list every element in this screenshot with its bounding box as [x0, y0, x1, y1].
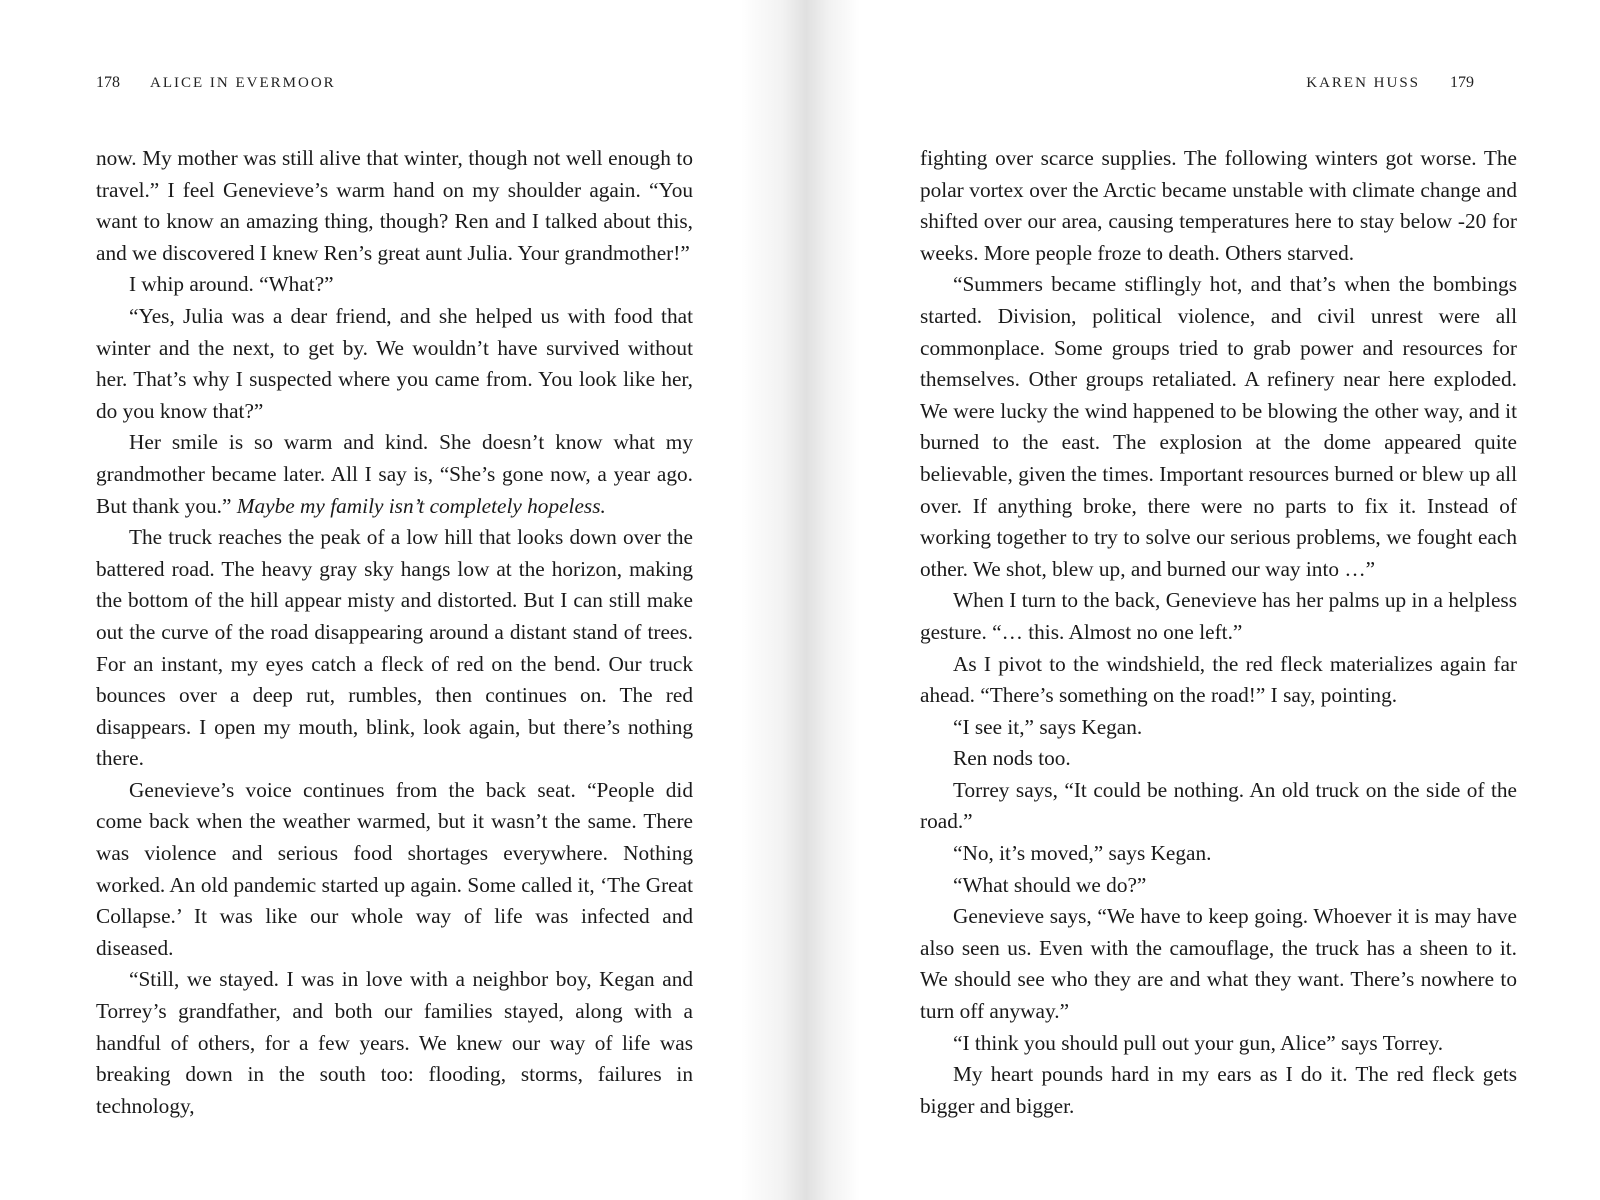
right-page — [800, 0, 1600, 1200]
right-running-header — [1306, 74, 1474, 92]
right-running-head-title: KAREN HUSS — [1306, 75, 1420, 91]
paragraph — [96, 427, 693, 522]
right-page-body — [920, 143, 1517, 1122]
paragraph: Ren nods too. — [953, 746, 1071, 771]
left-running-head-title: ALICE IN EVERMOOR — [150, 75, 336, 91]
left-page-body — [96, 143, 693, 1122]
paragraph: The truck reaches the peak of a low hill that looks down over the battered road. The heavy gray sky hangs low at the horizon, making the bottom of the hill appear misty and distorted. But I can still make out the curve of the road disappearing around a distant stand of trees. For an instant, my eyes catch a fleck of red on the bend. Our truck bounces over a deep rut, rumbles, then continues on. The red disappears. I open my mouth, blink, look again, but there’s nothing there. — [96, 525, 693, 771]
paragraph: Torrey says, “It could be nothing. An old truck on the side of the road.” — [920, 777, 1517, 834]
paragraph: My heart pounds hard in my ears as I do it. The red fleck gets bigger and bigger. — [920, 1062, 1517, 1118]
paragraph: As I pivot to the windshield, the red fleck materializes again far ahead. “There’s something on the road!” I say, pointing. — [920, 651, 1517, 708]
paragraph: “Still, we stayed. I was in love with a neighbor boy, Kegan and Torrey’s grandfather, and both our families stayed, along with a handful of others, for a few years. We knew our way of life was breaking down in the south too: flooding, storms, failures in technology, — [96, 967, 693, 1118]
paragraph: “Summers became stiflingly hot, and that’s when the bombings started. Division, political violence, and civil unrest were all commonplace. Some groups tried to grab power and resources for themselves. Other groups retaliated. A refinery near here exploded. We were lucky the wind happened to be blowing the other way, and it burned to the east. The explosion at the dome appeared quite believable, given the times. Important resources burned or blew up all over. If anything broke, there were no parts to fix it. Instead of working together to try to solve our serious problems, we fought each other. We shot, blew up, and burned our way into …” — [920, 272, 1517, 581]
paragraph: When I turn to the back, Genevieve has her palms up in a helpless gesture. “… this. Almost no one left.” — [920, 588, 1517, 644]
paragraph: now. My mother was still alive that winter, though not well enough to travel.” I feel Genevieve’s warm hand on my shoulder again. “You want to know an amazing thing, though? Ren and I talked about this, and we discovered I knew Ren’s great aunt Julia. Your grandmother!” — [96, 146, 693, 265]
paragraph: “I think you should pull out your gun, Alice” says Torrey. — [953, 1030, 1444, 1055]
paragraph: “What should we do?” — [953, 872, 1147, 897]
left-page-number: 178 — [96, 74, 120, 91]
paragraph: fighting over scarce supplies. The following winters got worse. The polar vortex over the Arctic became unstable with climate change and shifted over our area, causing temperatures here to stay below -20 for weeks. More people froze to death. Others starved. — [920, 146, 1517, 265]
left-running-header — [96, 74, 336, 92]
paragraph: “No, it’s moved,” says Kegan. — [953, 841, 1212, 866]
right-page-number: 179 — [1450, 74, 1474, 91]
paragraph: “Yes, Julia was a dear friend, and she helped us with food that winter and the next, to get by. We wouldn’t have survived without her. That’s why I suspected where you came from. You look like her, do you know that?” — [96, 303, 693, 423]
paragraph-text: Her smile is so warm and kind. She doesn’t know what my grandmother became later. All I say is, “She’s gone now, a year ago. But thank you.” — [96, 430, 693, 518]
paragraph: Genevieve’s voice continues from the back seat. “People did come back when the weather warmed, but it wasn’t the same. There was violence and serious food shortages everywhere. Nothing worked. An old pandemic started up again. Some called it, ‘The Great Collapse.’ It was like our whole way of life was infected and diseased. — [96, 777, 693, 960]
paragraph: “I see it,” says Kegan. — [953, 714, 1143, 739]
paragraph: I whip around. “What?” — [129, 272, 334, 297]
paragraph: Genevieve says, “We have to keep going. Whoever it is may have also seen us. Even with the camouflage, the truck has a sheen to it. We should see who they are and what they want. There’s nowhere to turn off anyway.” — [920, 904, 1517, 1024]
italic-thought: Maybe my family isn’t completely hopeless. — [236, 493, 606, 518]
